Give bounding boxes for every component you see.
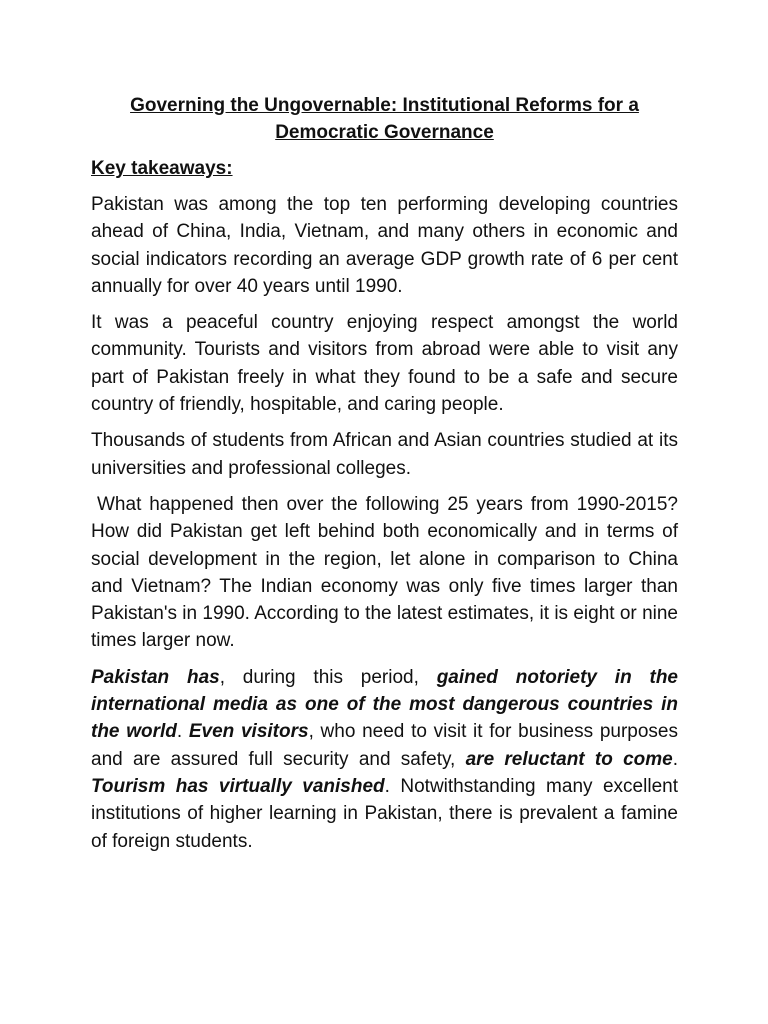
emphasis-even-visitors: Even visitors (188, 721, 309, 743)
key-takeaways-heading: Key takeaways: (91, 158, 233, 179)
emphasis-pakistan-has: Pakistan has (91, 666, 220, 688)
paragraph-4: What happened then over the following 25 years from 1990-2015? How did Pakistan get left behind both economically and in terms of social development in the region, let alone in comparison to China and Vietnam? The Indian economy was only five times larger than Pakistan's in 1990. According to the latest estimates, it is eight or nine times larger now. (91, 493, 678, 652)
emphasis-are-reluctant: are reluctant to come (465, 748, 673, 770)
text-segment: , who need to visit it for business purposes and are assured full security and safety, (91, 721, 678, 770)
text-segment: . Notwithstanding many excellent institutions of higher learning in Pakistan, there is prevalent a famine of foreign students. (91, 775, 678, 852)
text-segment: , during this period, (219, 666, 437, 688)
document-title (91, 92, 678, 146)
paragraph-1: Pakistan was among the top ten performing developing countries ahead of China, India, Vietnam, and many others in economic and social indicators recording an average GDP growth rate of 6 per cent annually for over 40 years until 1990. (91, 194, 678, 297)
paragraph-3: Thousands of students from African and Asian countries studied at its universities and professional colleges. (91, 430, 678, 479)
text-segment: . (672, 748, 679, 770)
paragraph-2: It was a peaceful country enjoying respect amongst the world community. Tourists and visitors from abroad were able to visit any part of Pakistan freely in what they found to be a safe and secure country of friendly, hospitable, and caring people. (91, 312, 678, 416)
emphasis-gained-notoriety: gained notoriety in the international media as one of the most dangerous countries in the world (91, 666, 678, 743)
title-line-1: Governing the Ungovernable: Institutional Reforms for a (130, 95, 639, 116)
title-line-2: Democratic Governance (275, 122, 494, 143)
emphasis-tourism-vanished: Tourism has virtually vanished (91, 775, 385, 797)
text-segment: . (176, 721, 189, 743)
paragraph-5 (91, 664, 678, 855)
